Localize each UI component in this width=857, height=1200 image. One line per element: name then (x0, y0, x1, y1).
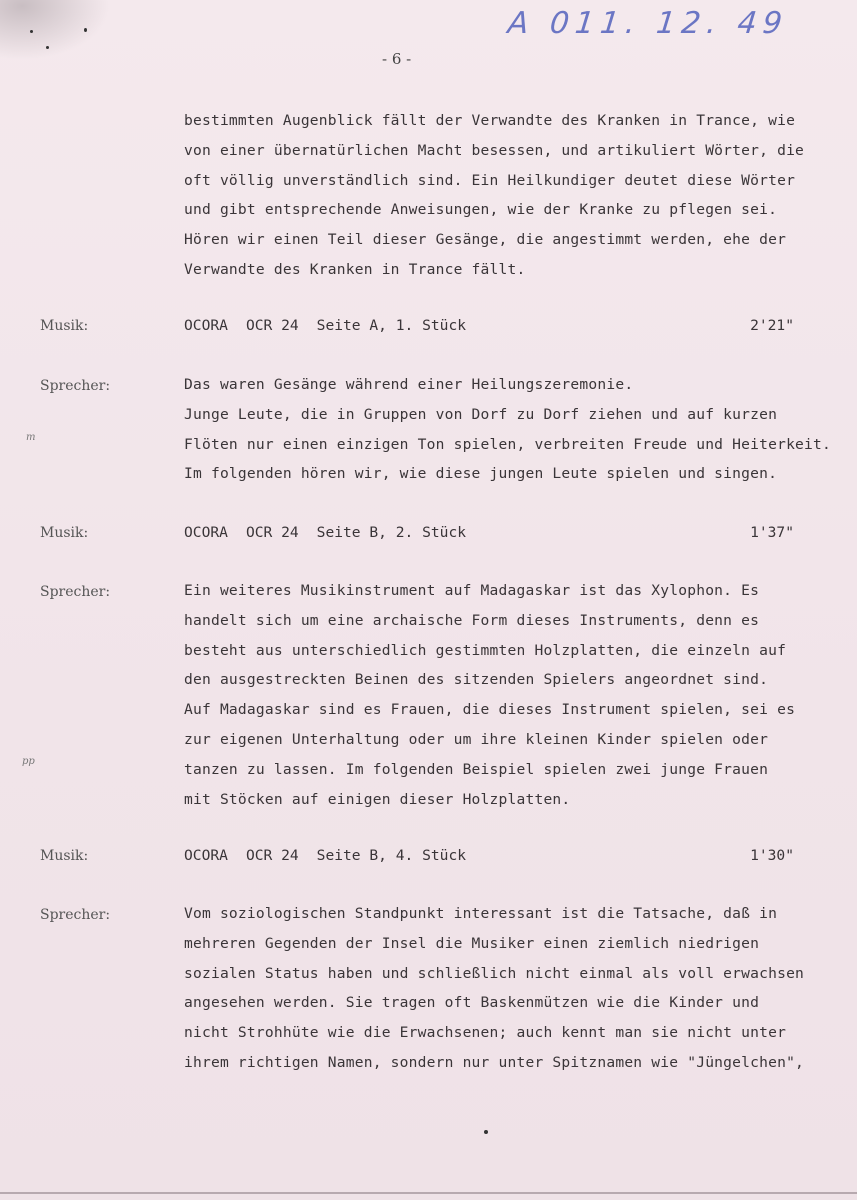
text-line: Das waren Gesänge während einer Heilungszeremonie. (184, 376, 634, 393)
speck (46, 46, 49, 49)
text-line: Im folgenden hören wir, wie diese jungen Leute spielen und singen. (184, 465, 778, 483)
page-edge-line (0, 1192, 857, 1194)
music-catalog: OCR 24 (245, 317, 299, 334)
text-line: Auf Madagaskar sind es Frauen, die dieses Instrument spielen, sei es (184, 701, 796, 719)
section-label: Sprecher: (40, 378, 111, 394)
text-line: Flöten nur einen einzigen Ton spielen, verbreiten Freude und Heiterkeit. (184, 435, 832, 453)
speck (30, 30, 33, 33)
speck (484, 1130, 488, 1134)
music-catalog: OCR 24 (245, 524, 299, 541)
text-line: besteht aus unterschiedlich gestimmten Holzplatten, die einzeln auf (184, 641, 787, 659)
archive-number: A 011. 12. 49 (506, 6, 790, 41)
margin-mark: m (26, 432, 36, 443)
text-line: den ausgestreckten Beinen des sitzenden Spielers angeordnet sind. (184, 671, 769, 689)
music-source: OCORA (184, 317, 228, 334)
section-label: Musik: (40, 318, 89, 334)
music-track: Seite B, 2. Stück (316, 524, 467, 541)
speaker-paragraph (184, 576, 824, 814)
music-duration: 1'30" (750, 847, 794, 864)
text-line: mit Stöcken auf einigen dieser Holzplatten. (184, 790, 571, 808)
section-label: Musik: (40, 525, 89, 541)
margin-mark: pp (22, 756, 35, 767)
music-entry (184, 847, 794, 864)
text-line: Vom soziologischen Standpunkt interessant ist die Tatsache, daß in (184, 905, 778, 922)
text-line: Verwandte des Kranken in Trance fällt. (184, 260, 526, 278)
music-entry (184, 317, 794, 334)
music-track: Seite A, 1. Stück (316, 317, 467, 334)
intro-paragraph (184, 106, 824, 285)
music-catalog: OCR 24 (245, 847, 299, 864)
music-source: OCORA (184, 524, 228, 541)
scan-smudge (0, 0, 110, 60)
text-line: Ein weiteres Musikinstrument auf Madagaskar ist das Xylophon. Es (184, 582, 760, 599)
speaker-paragraph (184, 899, 824, 1078)
text-line: bestimmten Augenblick fällt der Verwandte des Kranken in Trance, wie (184, 112, 796, 129)
text-line: von einer übernatürlichen Macht besessen, und artikuliert Wörter, die (184, 141, 805, 159)
music-track: Seite B, 4. Stück (316, 847, 467, 864)
text-line: Hören wir einen Teil dieser Gesänge, die angestimmt werden, ehe der (184, 231, 787, 249)
speaker-paragraph (184, 370, 832, 489)
music-source: OCORA (184, 847, 228, 864)
text-line: mehreren Gegenden der Insel die Musiker einen ziemlich niedrigen (184, 934, 760, 952)
text-line: nicht Strohhüte wie die Erwachsenen; auch kennt man sie nicht unter (184, 1024, 787, 1042)
text-line: handelt sich um eine archaische Form dieses Instruments, denn es (184, 611, 760, 629)
section-label: Musik: (40, 848, 89, 864)
text-line: Junge Leute, die in Gruppen von Dorf zu Dorf ziehen und auf kurzen (184, 405, 778, 423)
section-label: Sprecher: (40, 584, 111, 600)
music-entry (184, 524, 794, 541)
text-line: angesehen werden. Sie tragen oft Baskenmützen wie die Kinder und (184, 994, 760, 1012)
text-line: zur eigenen Unterhaltung oder um ihre kleinen Kinder spielen oder (184, 730, 769, 748)
page-number: - 6 - (382, 50, 412, 68)
speck (84, 28, 87, 32)
text-line: ihrem richtigen Namen, sondern nur unter Spitznamen wie "Jüngelchen", (184, 1053, 805, 1071)
section-label: Sprecher: (40, 907, 111, 923)
music-duration: 1'37" (750, 524, 794, 541)
text-line: tanzen zu lassen. Im folgenden Beispiel spielen zwei junge Frauen (184, 760, 769, 778)
music-duration: 2'21" (750, 317, 794, 334)
text-line: und gibt entsprechende Anweisungen, wie der Kranke zu pflegen sei. (184, 201, 778, 219)
text-line: oft völlig unverständlich sind. Ein Heilkundiger deutet diese Wörter (184, 171, 796, 189)
text-line: sozialen Status haben und schließlich nicht einmal als voll erwachsen (184, 964, 805, 982)
